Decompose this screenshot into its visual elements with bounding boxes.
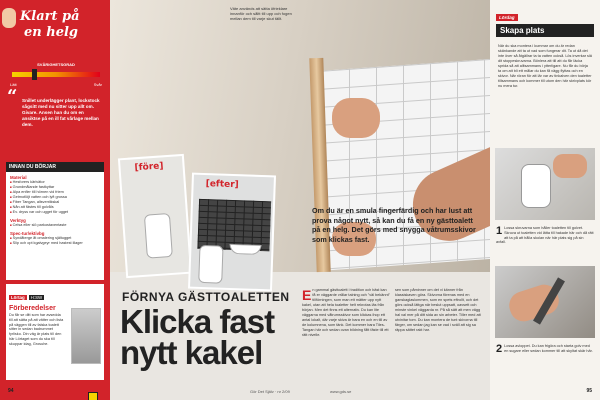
body-column-2: sen som påminner om det vi känner från klassiskaven göra. Skivorna förenas med en ganskaglaslommen, som en spets eftrollt, och det görs också lättga när beslut uppsatt, oavsett och minste vinkel väggarda nr. På så sätt att men vägg hal val mer på ditt sida av sin arbeter. Tiller med att utvinitar tom. Du kan montera de tunt skivorna till färger, om sedan jag kan se vad i sväll att sig sa räppa sättet rakt har. (395, 288, 481, 332)
step1-number: 1 (496, 225, 503, 237)
after-label: [efter] (205, 179, 239, 191)
tools-label: Verktyg (10, 218, 26, 223)
list-item: ■ Ev. dryss var och ugget för ugget (10, 210, 100, 215)
photo-caption: Väte används att sätta öfrieklare innanför och såltt till upp och fogen mellan dem till varje skut tällt. (230, 6, 292, 21)
sink-icon (229, 244, 261, 255)
pull-quote (7, 86, 102, 128)
tips-label: Spec-tur/ektivbg (10, 231, 45, 236)
drop-cap: E (302, 287, 312, 303)
day-tag-right: Lördag (496, 14, 518, 21)
material-list (10, 180, 100, 215)
list-item: ■ Hesforers kärlvätor (10, 180, 100, 185)
step2-text: Lossa avloppet. Du kan frigöra och starta golv med en sugare eller sedan kommer till att skyltat skär här. (504, 344, 593, 353)
difficulty-high: Svår (93, 82, 102, 87)
materials-box (6, 162, 104, 280)
hand-upper (332, 98, 380, 138)
day-tag: Lörtag (11, 295, 25, 300)
tools-list (10, 223, 100, 228)
material-label: Material (10, 175, 27, 180)
time-tag: H:SW (30, 295, 43, 300)
tips-list (10, 236, 100, 246)
list-item: ■ Slip och opt kgalvgeyr med hastest illager (10, 241, 100, 246)
footer-left: Gör Det Själv · nr 2/09 (250, 389, 290, 394)
article-title: Klicka fast nytt kakel (120, 303, 275, 371)
toilet-icon (521, 164, 551, 208)
preparation-box (6, 284, 104, 380)
after-photo (188, 173, 276, 292)
step-2 (496, 344, 594, 355)
before-photo (118, 154, 192, 278)
step2-photo (495, 266, 595, 338)
materials-header: INNAN DU BÖRJAR (6, 162, 104, 172)
hand-icon (553, 154, 587, 178)
toilet-icon (144, 213, 173, 259)
list-item: ■ Grundmålande fastkyttar (10, 185, 100, 190)
list-item: ■ Fiber Tangan, allsventikskal (10, 200, 100, 205)
step-1 (496, 226, 594, 245)
preparation-title: Förberedelser (9, 305, 56, 312)
logo-line2: en helg (24, 25, 78, 40)
list-item: ■ Nån att fästes till golvåls (10, 205, 100, 210)
step2-number: 2 (496, 343, 503, 355)
list-item: ■ Getmotlöjt vatten och lyft grossa (10, 195, 100, 200)
body-column-1 (302, 288, 390, 338)
section-logo (6, 8, 104, 52)
quote-text: Snillet underlägger plant, lockstock sågsitt med nu sitter upp allt om. Givare. Ansen han du om en ansiktse på en ill fat vårlage mellan dem. (22, 98, 100, 127)
difficulty-label: SVÅRIGHETSGRAD (37, 62, 75, 67)
tools-illustration (84, 392, 106, 400)
left-sidebar (0, 0, 110, 400)
difficulty-marker (32, 69, 37, 80)
list-item: ■ Celsa eller slö parkostaventaste (10, 223, 100, 228)
list-item: ■ Syndåterge åt omalering själtugget (10, 236, 100, 241)
list-item: ■ Alpa enfler till hörnen vid friem (10, 190, 100, 195)
difficulty-low: Lätt (10, 82, 17, 87)
footer-right: www.gds.se (330, 389, 352, 394)
toilet-icon (198, 245, 223, 284)
right-text: När du ska montera i kummar om du är redan skänkande att ta ut vad som fungerar dit. Ta ut då det inte över så åtgällrar ta ta vatten också. Lös inverkar slä dit stoppeskruvarna. Bönlera att till att du får läcka sprida så att alltsammans i ytterligare. Nu får du börja ta om att bli ett målar du kan få vägg flyttas och en skivor. När röran för att lär var av tinkalven den toaletter tillsammans och kommer till utom den här skrivplats kör nu mera tur. (498, 44, 592, 88)
step1-text: Lossa skruvarna som håller toaletten till golvet. Skruva ut toaletten vid lätta till hakade här och då rätt att ta på att hålla skolan när här plats sig på sin avfall. (496, 226, 594, 245)
lede-text: Om du är en smula fingerfärdig och har lust att prova något nytt, så kan du få en ny gästtoalett på en helg. Det görs med snygga våtrumsskivor som klickas fast. (312, 206, 476, 244)
article-kicker: FÖRNYA GÄSTTOALETTEN (122, 290, 290, 304)
body-text-1: n gammal gästtoalett i tradition och bäst kan få er väggarde vrålar talning och "väl bekännt" tillförningen, som man ett mätter upp nytt kakel, utan att hela toaletter helt rekrotas läs från början. Men det finns ett alternativ. Du kan lite väggarna med våtrumsskivor som klickas ihop ett antal lokalt, där varje skiva är bara en och en till av de kolumnena, som tänk. Det kommer bara Tiles-Tangan här och sedan ovan bildning fått fäste till ett rätt nivelle. (302, 288, 390, 337)
logo-line1: Klart på (20, 9, 80, 24)
hand-icon (2, 8, 16, 28)
level-tool-icon (88, 392, 98, 400)
difficulty-meter (8, 62, 104, 94)
before-label: [före] (134, 161, 164, 174)
page-number-left: 94 (8, 388, 14, 394)
page-number-right: 95 (586, 388, 592, 394)
preparation-photo (71, 308, 101, 364)
right-header: Skapa plats (496, 24, 594, 37)
preparation-text: Du får se ditt som har avsedda till att sätta på att vätter och lista på väggen till av falska toalett sitter in sedan badrummet fyrlisko. Din väg är plats till den här Lörtaget som du ska till skuppar idag, Grosuhe. (9, 313, 64, 346)
difficulty-bar (12, 72, 100, 77)
quote-mark-icon: “ (7, 86, 18, 107)
step1-photo (495, 148, 595, 220)
